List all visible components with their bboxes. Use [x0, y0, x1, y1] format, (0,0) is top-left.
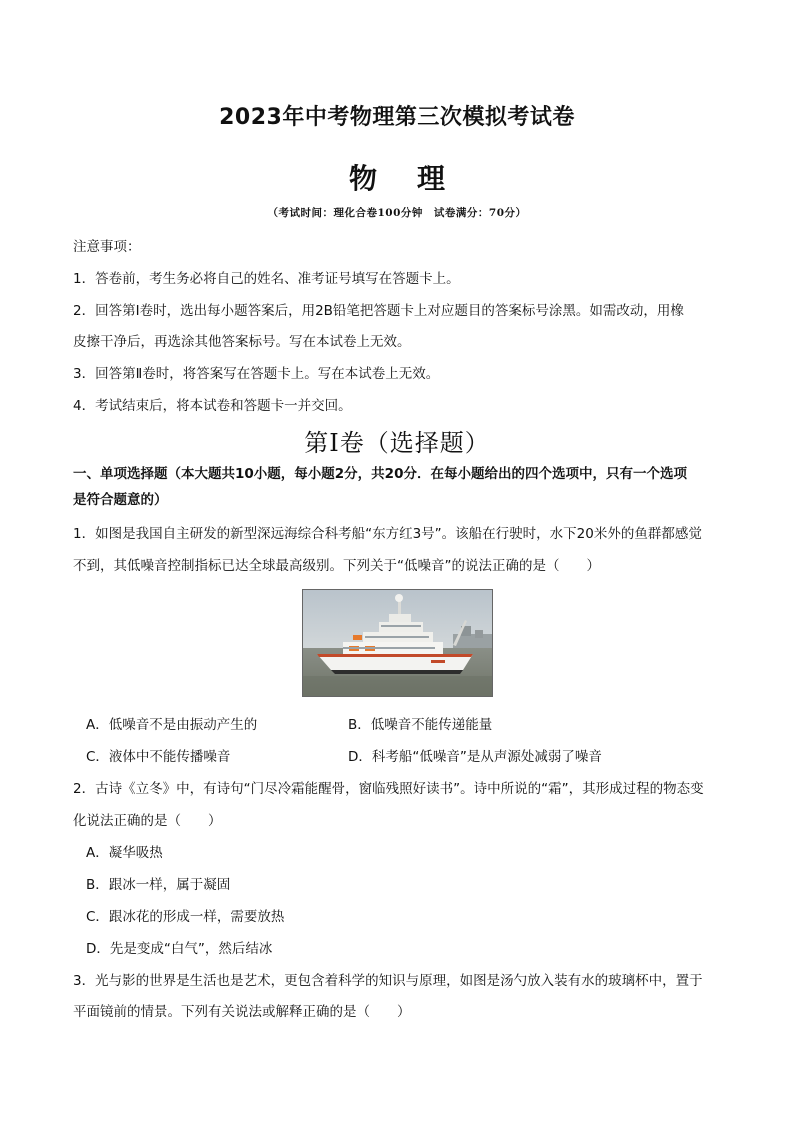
subject-char-1: 物 — [348, 162, 377, 195]
q1-option-c: C．液体中不能传播噪音 — [86, 749, 231, 765]
notice-item-1: 1．答卷前，考生务必将自己的姓名、准考证号填写在答题卡上。 — [73, 271, 460, 287]
research-ship-photo — [302, 589, 493, 697]
q1-option-a: A．低噪音不是由振动产生的 — [86, 717, 258, 733]
subject-heading — [0, 157, 794, 197]
q2-option-b: B．跟冰一样，属于凝固 — [86, 877, 231, 893]
section-title: 第Ⅰ卷（选择题） — [304, 429, 490, 457]
instructions-lead: 一、单项选择题（ — [73, 466, 181, 482]
notice-item-2-line-2: 皮擦干净后，再选涂其他答案标号。写在本试卷上无效。 — [73, 334, 411, 350]
q2-option-c: C．跟冰花的形成一样，需要放热 — [86, 909, 285, 925]
exam-title: 2023年中考物理第三次模拟考试卷 — [219, 105, 575, 130]
notice-item-3: 3．回答第Ⅱ卷时，将答案写在答题卡上。写在本试卷上无效。 — [73, 366, 440, 382]
q1-line-1: 1．如图是我国自主研发的新型深远海综合科考船“东方红3号”。该船在行驶时，水下20米外的鱼群都感觉 — [73, 526, 702, 542]
notice-item-4: 4．考试结束后，将本试卷和答题卡一并交回。 — [73, 398, 352, 414]
q2-option-d: D．先是变成“白气”，然后结冰 — [86, 941, 273, 957]
subject-char-2: 理 — [417, 162, 446, 195]
section-instructions-line-1 — [73, 462, 687, 482]
exam-info: （考试时间：理化合卷100分钟 试卷满分：70分） — [267, 207, 527, 219]
section-instructions-line-2: 是符合题意的） — [73, 492, 168, 508]
notice-heading: 注意事项： — [73, 239, 141, 255]
q2-line-1: 2．古诗《立冬》中，有诗句“门尽冷霜能醒骨，窗临残照好读书”。诗中所说的“霜”，其形成过程的物态变 — [73, 781, 704, 797]
q1-option-b: B．低噪音不能传递能量 — [348, 717, 493, 733]
q3-line-2: 平面镜前的情景。下列有关说法或解释正确的是（ ） — [73, 1004, 411, 1020]
q3-line-1: 3．光与影的世界是生活也是艺术，更包含着科学的知识与原理，如图是汤勺放入装有水的玻璃杯中，置于 — [73, 973, 703, 989]
q2-option-a: A．凝华吸热 — [86, 845, 163, 861]
q1-option-d: D．科考船“低噪音”是从声源处减弱了噪音 — [348, 749, 602, 765]
q2-line-2: 化说法正确的是（ ） — [73, 813, 222, 829]
notice-item-2-line-1: 2．回答第Ⅰ卷时，选出每小题答案后，用2B铅笔把答题卡上对应题目的答案标号涂黑。如需改动，用橡 — [73, 303, 684, 319]
instructions-rule: 本大题共10小题，每小题2分，共20分．在每小题给出的四个选项中，只有一个选项 — [181, 466, 687, 482]
q1-line-2: 不到，其低噪音控制指标已达全球最高级别。下列关于“低噪音”的说法正确的是（ ） — [73, 558, 600, 574]
